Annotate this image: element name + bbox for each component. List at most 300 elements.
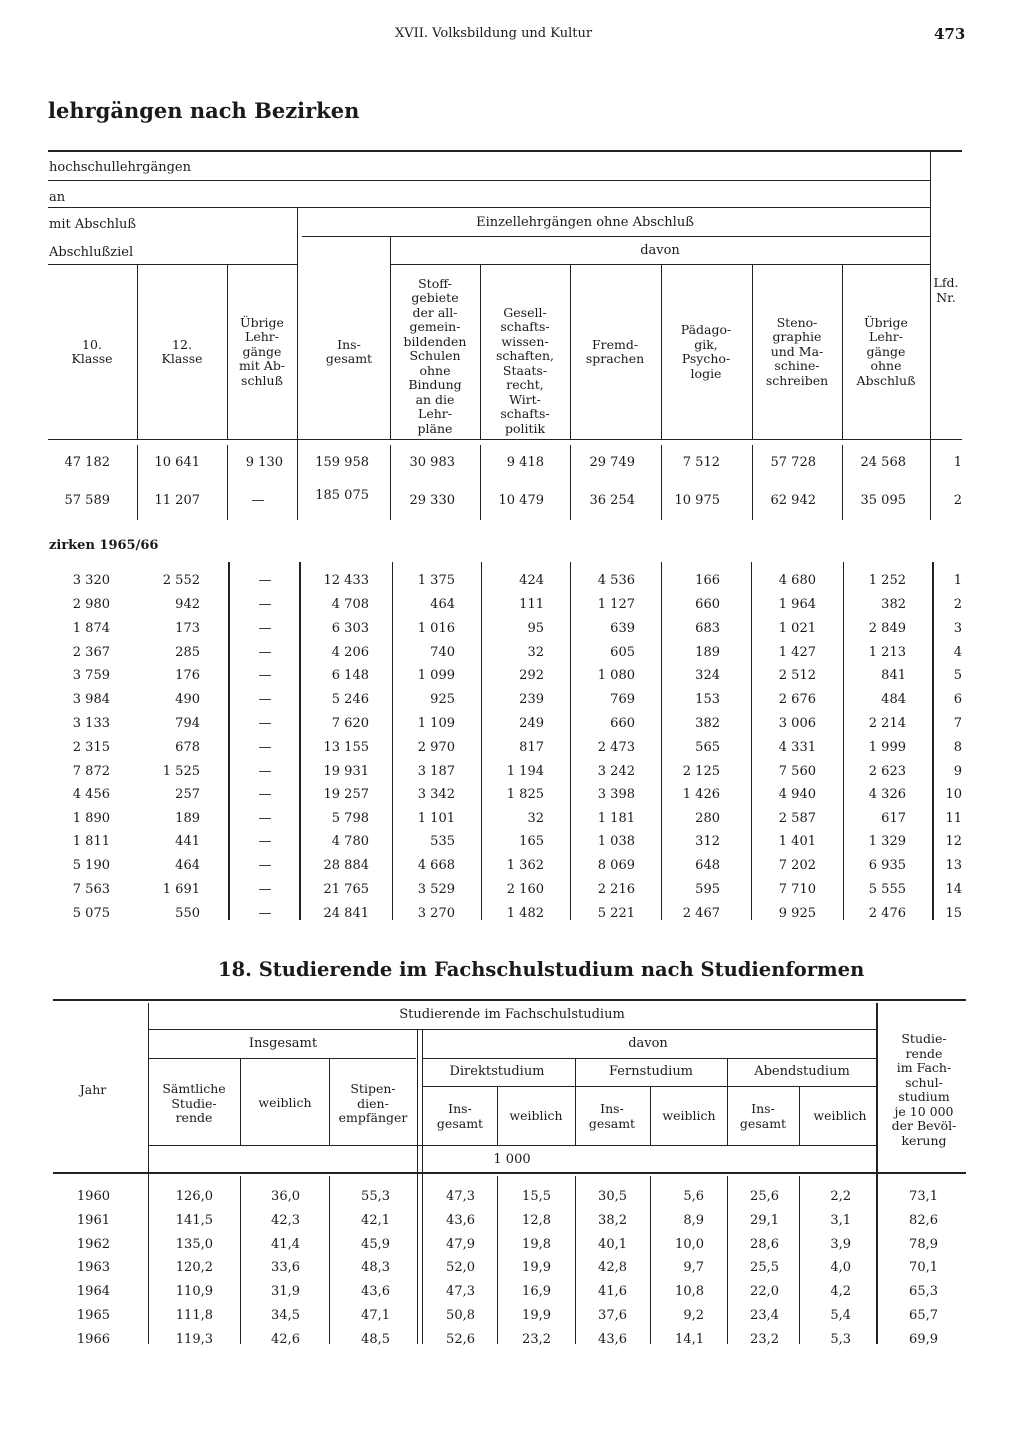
- t1-row-number: 14: [945, 882, 962, 897]
- t2-cell: 23,2: [522, 1332, 551, 1347]
- t1-col-header: 10. Klasse: [71, 336, 113, 366]
- t2-cell: 22,0: [750, 1284, 779, 1299]
- t1-cell: 2 980: [72, 597, 110, 612]
- t1-cell: 1 038: [597, 834, 635, 849]
- t1-total-cell: 7 512: [682, 455, 720, 470]
- t2-cell: 10,0: [675, 1237, 704, 1252]
- t1-cell: 1 080: [597, 668, 635, 683]
- t1-cell: 648: [695, 858, 720, 873]
- t1-cell: 6 148: [331, 668, 369, 683]
- t2-cell: 37,6: [598, 1308, 627, 1323]
- t2-header-stipendien: Stipen- dien- empfänger: [338, 1081, 408, 1125]
- t1-cell: 382: [695, 716, 720, 731]
- t2-cell: 8,9: [683, 1213, 704, 1228]
- t1-cell: 2 476: [868, 906, 906, 921]
- t2-header-direktstudium: Direktstudium: [449, 1064, 545, 1079]
- t1-cell: 382: [881, 597, 906, 612]
- t1-cell: 3 398: [597, 787, 635, 802]
- t1-cell: 111: [519, 597, 544, 612]
- t1-row-number: 7: [953, 716, 962, 731]
- t2-cell: 43,6: [598, 1332, 627, 1347]
- t2-cell: 42,1: [361, 1213, 390, 1228]
- t2-row-year: 1965: [76, 1308, 110, 1323]
- t2-cell: 41,6: [598, 1284, 627, 1299]
- t1-total-cell: 47 182: [64, 455, 110, 470]
- t2-cell: 36,0: [271, 1189, 300, 1204]
- t2-cell: 5,3: [830, 1332, 851, 1347]
- t2-cell: 65,3: [909, 1284, 938, 1299]
- t1-row-number: 10: [945, 787, 962, 802]
- t1-cell: 6 303: [331, 621, 369, 636]
- t1-cell: —: [258, 764, 272, 779]
- t1-cell: 464: [430, 597, 455, 612]
- t2-header-sub-weiblich: weiblich: [662, 1108, 716, 1123]
- t1-cell: 3 342: [417, 787, 455, 802]
- t1-cell: 5 555: [868, 882, 906, 897]
- t2-header-sub-weiblich: weiblich: [813, 1108, 867, 1123]
- t1-cell: 2 214: [868, 716, 906, 731]
- t1-cell: 7 620: [331, 716, 369, 731]
- t1-cell: 176: [175, 668, 200, 683]
- t1-cell: —: [258, 906, 272, 921]
- t2-header-sub-insgesamt: Ins- gesamt: [739, 1101, 787, 1131]
- t2-row-year: 1966: [76, 1332, 110, 1347]
- t2-cell: 38,2: [598, 1213, 627, 1228]
- t1-cell: 678: [175, 740, 200, 755]
- running-head: XVII. Volksbildung und Kultur: [395, 26, 593, 41]
- t2-header-davon: davon: [628, 1036, 668, 1051]
- t1-cell: 7 563: [72, 882, 110, 897]
- t1-cell: 1 362: [506, 858, 544, 873]
- t1-header-row1: hochschullehrgängen: [49, 160, 191, 175]
- t1-cell: 165: [519, 834, 544, 849]
- t1-total-cell: 57 728: [770, 455, 816, 470]
- t1-row-number: 9: [953, 764, 962, 779]
- t1-cell: —: [258, 645, 272, 660]
- t2-header-saemtliche: Sämtliche Studie- rende: [162, 1081, 226, 1125]
- t1-row-number: 6: [953, 692, 962, 707]
- t1-cell: 324: [695, 668, 720, 683]
- t1-col-header: Ins- gesamt: [325, 336, 373, 366]
- t2-cell: 25,6: [750, 1189, 779, 1204]
- t1-cell: 7 710: [778, 882, 816, 897]
- t2-cell: 141,5: [175, 1213, 213, 1228]
- t1-cell: 153: [695, 692, 720, 707]
- t2-cell: 55,3: [361, 1189, 390, 1204]
- t1-cell: 4 206: [331, 645, 369, 660]
- t1-cell: 2 552: [162, 573, 200, 588]
- t1-cell: 424: [519, 573, 544, 588]
- t2-cell: 33,6: [271, 1260, 300, 1275]
- t1-total-cell: 29 330: [409, 493, 455, 508]
- t2-cell: 69,9: [909, 1332, 938, 1347]
- t1-cell: 9 925: [778, 906, 816, 921]
- t1-cell: —: [258, 787, 272, 802]
- t1-cell: 292: [519, 668, 544, 683]
- t1-cell: 683: [695, 621, 720, 636]
- t2-header-sub-insgesamt: Ins- gesamt: [588, 1101, 636, 1131]
- t2-cell: 30,5: [598, 1189, 627, 1204]
- t1-cell: 1 099: [417, 668, 455, 683]
- t2-cell: 9,7: [683, 1260, 704, 1275]
- t1-cell: 12 433: [323, 573, 369, 588]
- t1-cell: 2 125: [682, 764, 720, 779]
- t1-cell: 1 874: [72, 621, 110, 636]
- t1-cell: 3 320: [72, 573, 110, 588]
- t1-col-header: Übrige Lehr- gänge ohne Abschluß: [856, 314, 916, 388]
- t2-cell: 78,9: [909, 1237, 938, 1252]
- t1-total-cell: 36 254: [589, 493, 635, 508]
- t1-header-row2: an: [49, 190, 66, 205]
- t1-cell: 285: [175, 645, 200, 660]
- t1-cell: 3 006: [778, 716, 816, 731]
- t1-section-label: zirken 1965/66: [49, 538, 159, 553]
- t1-cell: 535: [430, 834, 455, 849]
- t2-cell: 110,9: [175, 1284, 213, 1299]
- t1-cell: 95: [527, 621, 544, 636]
- t1-col-header: Pädago- gik, Psycho- logie: [680, 322, 732, 381]
- t1-cell: 639: [610, 621, 635, 636]
- t1-cell: 2 367: [72, 645, 110, 660]
- t2-cell: 52,0: [446, 1260, 475, 1275]
- t1-cell: —: [258, 692, 272, 707]
- t2-cell: 45,9: [361, 1237, 390, 1252]
- t2-row-year: 1961: [76, 1213, 110, 1228]
- t1-cell: 189: [695, 645, 720, 660]
- t1-cell: 2 216: [597, 882, 635, 897]
- t1-header-without-degree: Einzellehrgängen ohne Abschluß: [476, 215, 694, 230]
- t2-cell: 19,9: [522, 1308, 551, 1323]
- t1-cell: 249: [519, 716, 544, 731]
- t2-row-year: 1962: [76, 1237, 110, 1252]
- t2-row-year: 1963: [76, 1260, 110, 1275]
- t1-row-number: 5: [953, 668, 962, 683]
- t1-total-cell: 11 207: [154, 493, 200, 508]
- t1-cell: 166: [695, 573, 720, 588]
- t2-cell: 48,5: [361, 1332, 390, 1347]
- t1-cell: 1 825: [506, 787, 544, 802]
- t2-header-sub-weiblich: weiblich: [509, 1108, 563, 1123]
- t1-cell: 5 221: [597, 906, 635, 921]
- t1-cell: 441: [175, 834, 200, 849]
- t1-total-cell: —: [251, 493, 265, 508]
- t1-cell: 817: [519, 740, 544, 755]
- t1-row-number: 12: [945, 834, 962, 849]
- t2-unit-label: 1 000: [493, 1152, 531, 1167]
- t1-cell: 617: [881, 811, 906, 826]
- t1-cell: 2 160: [506, 882, 544, 897]
- t1-total-row-number: 2: [953, 493, 962, 508]
- t1-cell: 8 069: [597, 858, 635, 873]
- t1-cell: 2 849: [868, 621, 906, 636]
- t1-cell: 189: [175, 811, 200, 826]
- t2-cell: 23,4: [750, 1308, 779, 1323]
- t1-col-header: Fremd- sprachen: [585, 336, 645, 366]
- t1-col-header: Lfd. Nr.: [933, 275, 959, 305]
- t2-cell: 47,3: [446, 1189, 475, 1204]
- t2-cell: 40,1: [598, 1237, 627, 1252]
- t1-cell: 1 890: [72, 811, 110, 826]
- t1-cell: 28 884: [323, 858, 369, 873]
- t2-cell: 42,6: [271, 1332, 300, 1347]
- t1-col-header: Steno- graphie und Ma- schine- schreiben: [765, 314, 829, 388]
- t1-cell: 1 101: [417, 811, 455, 826]
- t1-total-cell: 30 983: [409, 455, 455, 470]
- t1-cell: 3 242: [597, 764, 635, 779]
- t1-cell: 1 691: [162, 882, 200, 897]
- t2-cell: 47,1: [361, 1308, 390, 1323]
- t1-cell: 2 587: [778, 811, 816, 826]
- t1-cell: 2 512: [778, 668, 816, 683]
- t1-cell: —: [258, 858, 272, 873]
- t1-cell: —: [258, 834, 272, 849]
- t2-cell: 5,4: [830, 1308, 851, 1323]
- t1-cell: 4 456: [72, 787, 110, 802]
- t1-cell: 2 623: [868, 764, 906, 779]
- t1-total-cell: 10 479: [498, 493, 544, 508]
- t1-row-number: 15: [945, 906, 962, 921]
- t1-cell: 794: [175, 716, 200, 731]
- t2-cell: 47,9: [446, 1237, 475, 1252]
- t2-cell: 3,9: [830, 1237, 851, 1252]
- t1-col-header: Gesell- schafts- wissen- schaften, Staats- recht, Wirt- schafts- politik: [496, 304, 554, 436]
- t2-cell: 34,5: [271, 1308, 300, 1323]
- t1-cell: 605: [610, 645, 635, 660]
- t1-cell: 769: [610, 692, 635, 707]
- t2-cell: 4,2: [830, 1284, 851, 1299]
- t1-total-cell: 10 975: [674, 493, 720, 508]
- t1-cell: 1 811: [72, 834, 110, 849]
- t1-cell: 32: [527, 645, 544, 660]
- t1-cell: 3 133: [72, 716, 110, 731]
- t1-cell: 1 964: [778, 597, 816, 612]
- t1-cell: 3 187: [417, 764, 455, 779]
- table1-title: lehrgängen nach Bezirken: [48, 98, 360, 123]
- t1-cell: 464: [175, 858, 200, 873]
- t2-cell: 25,5: [750, 1260, 779, 1275]
- t2-header-insgesamt: Insgesamt: [248, 1036, 318, 1051]
- t1-cell: 925: [430, 692, 455, 707]
- t1-cell: 1 021: [778, 621, 816, 636]
- t1-cell: 490: [175, 692, 200, 707]
- t2-cell: 23,2: [750, 1332, 779, 1347]
- t1-cell: 550: [175, 906, 200, 921]
- t1-cell: 4 331: [778, 740, 816, 755]
- t1-cell: 257: [175, 787, 200, 802]
- t1-cell: 312: [695, 834, 720, 849]
- t1-total-cell: 9 418: [506, 455, 544, 470]
- t2-header-per-10000: Studie- rende im Fach- schul- studium je 10 000 der Bevöl- kerung: [891, 1031, 957, 1148]
- t2-header-jahr: Jahr: [79, 1082, 107, 1097]
- t1-cell: 1 252: [868, 573, 906, 588]
- t2-cell: 52,6: [446, 1332, 475, 1347]
- t1-total-cell: 10 641: [154, 455, 200, 470]
- t2-cell: 31,9: [271, 1284, 300, 1299]
- t1-cell: 1 525: [162, 764, 200, 779]
- t2-cell: 16,9: [522, 1284, 551, 1299]
- t2-cell: 135,0: [175, 1237, 213, 1252]
- t1-cell: 2 467: [682, 906, 720, 921]
- page-number: 473: [934, 25, 966, 43]
- t2-cell: 12,8: [522, 1213, 551, 1228]
- t1-cell: 19 257: [323, 787, 369, 802]
- t2-header-abendstudium: Abendstudium: [754, 1064, 850, 1079]
- t1-total-cell: 9 130: [245, 455, 283, 470]
- t1-cell: 239: [519, 692, 544, 707]
- t1-row-number: 2: [953, 597, 962, 612]
- t2-cell: 111,8: [175, 1308, 213, 1323]
- t1-total-cell: 185 075: [315, 488, 369, 503]
- t2-header-fernstudium: Fernstudium: [608, 1064, 694, 1079]
- t1-total-cell: 35 095: [860, 493, 906, 508]
- t2-cell: 15,5: [522, 1189, 551, 1204]
- t2-cell: 47,3: [446, 1284, 475, 1299]
- t1-cell: 21 765: [323, 882, 369, 897]
- t1-row-number: 11: [945, 811, 962, 826]
- t2-cell: 65,7: [909, 1308, 938, 1323]
- t1-cell: 32: [527, 811, 544, 826]
- t1-total-cell: 62 942: [770, 493, 816, 508]
- t2-cell: 48,3: [361, 1260, 390, 1275]
- t2-cell: 119,3: [175, 1332, 213, 1347]
- t1-cell: 2 676: [778, 692, 816, 707]
- t1-header-degree-goal: Abschlußziel: [49, 245, 134, 260]
- t1-cell: 6 935: [868, 858, 906, 873]
- t2-cell: 82,6: [909, 1213, 938, 1228]
- t1-cell: 484: [881, 692, 906, 707]
- t1-cell: 3 529: [417, 882, 455, 897]
- t2-cell: 70,1: [909, 1260, 938, 1275]
- t1-cell: 1 482: [506, 906, 544, 921]
- t1-cell: 1 127: [597, 597, 635, 612]
- t1-cell: 1 375: [417, 573, 455, 588]
- t1-cell: 280: [695, 811, 720, 826]
- t1-cell: 660: [695, 597, 720, 612]
- t2-cell: 41,4: [271, 1237, 300, 1252]
- t1-col-header: 12. Klasse: [161, 336, 203, 366]
- t1-cell: 4 780: [331, 834, 369, 849]
- t1-row-number: 8: [953, 740, 962, 755]
- t1-header-with-degree: mit Abschluß: [49, 217, 137, 232]
- t1-row-number: 1: [953, 573, 962, 588]
- t2-cell: 14,1: [675, 1332, 704, 1347]
- t2-cell: 43,6: [446, 1213, 475, 1228]
- t1-cell: 1 213: [868, 645, 906, 660]
- t1-col-header: Stoff- gebiete der all- gemein- bildenden Schulen ohne Bindung an die Lehr- pläne: [403, 275, 467, 436]
- t1-cell: 4 708: [331, 597, 369, 612]
- t1-cell: 4 536: [597, 573, 635, 588]
- t1-cell: 7 560: [778, 764, 816, 779]
- t1-cell: 7 872: [72, 764, 110, 779]
- t1-total-row-number: 1: [953, 455, 962, 470]
- t1-cell: 2 473: [597, 740, 635, 755]
- t1-cell: —: [258, 882, 272, 897]
- t1-cell: —: [258, 740, 272, 755]
- t1-cell: 2 315: [72, 740, 110, 755]
- t1-cell: 1 426: [682, 787, 720, 802]
- t1-total-cell: 29 749: [589, 455, 635, 470]
- t2-cell: 9,2: [683, 1308, 704, 1323]
- t1-cell: 3 759: [72, 668, 110, 683]
- t2-cell: 5,6: [683, 1189, 704, 1204]
- t2-row-year: 1964: [76, 1284, 110, 1299]
- t1-cell: 1 194: [506, 764, 544, 779]
- t2-cell: 43,6: [361, 1284, 390, 1299]
- t1-total-cell: 57 589: [64, 493, 110, 508]
- t1-cell: 2 970: [417, 740, 455, 755]
- t2-row-year: 1960: [76, 1189, 110, 1204]
- t1-cell: —: [258, 597, 272, 612]
- t1-cell: 565: [695, 740, 720, 755]
- t1-row-number: 13: [945, 858, 962, 873]
- t2-cell: 50,8: [446, 1308, 475, 1323]
- t1-cell: 5 075: [72, 906, 110, 921]
- t1-cell: 4 680: [778, 573, 816, 588]
- t1-cell: 3 984: [72, 692, 110, 707]
- t2-cell: 42,3: [271, 1213, 300, 1228]
- t2-cell: 10,8: [675, 1284, 704, 1299]
- t1-cell: 4 940: [778, 787, 816, 802]
- t1-cell: 942: [175, 597, 200, 612]
- t2-cell: 29,1: [750, 1213, 779, 1228]
- t1-cell: —: [258, 668, 272, 683]
- t1-cell: 7 202: [778, 858, 816, 873]
- t1-cell: 1 401: [778, 834, 816, 849]
- t1-total-cell: 24 568: [860, 455, 906, 470]
- t1-cell: 1 427: [778, 645, 816, 660]
- t2-cell: 73,1: [909, 1189, 938, 1204]
- t1-cell: 660: [610, 716, 635, 731]
- t1-cell: 173: [175, 621, 200, 636]
- t1-cell: 595: [695, 882, 720, 897]
- t1-row-number: 4: [953, 645, 962, 660]
- t1-cell: 1 109: [417, 716, 455, 731]
- t1-cell: 24 841: [323, 906, 369, 921]
- t2-cell: 126,0: [175, 1189, 213, 1204]
- t1-cell: 19 931: [323, 764, 369, 779]
- t2-cell: 28,6: [750, 1237, 779, 1252]
- t2-header-weiblich: weiblich: [258, 1095, 312, 1110]
- t1-cell: 1 016: [417, 621, 455, 636]
- t1-cell: 3 270: [417, 906, 455, 921]
- t1-header-davon: davon: [640, 243, 680, 258]
- table2-title: 18. Studierende im Fachschulstudium nach Studienformen: [218, 958, 865, 981]
- t2-header-main-group: Studierende im Fachschulstudium: [399, 1007, 625, 1022]
- t1-cell: 1 181: [597, 811, 635, 826]
- t2-header-sub-insgesamt: Ins- gesamt: [436, 1101, 484, 1131]
- t1-cell: —: [258, 811, 272, 826]
- t1-cell: 841: [881, 668, 906, 683]
- t1-cell: 13 155: [323, 740, 369, 755]
- t1-cell: 740: [430, 645, 455, 660]
- t1-cell: —: [258, 716, 272, 731]
- t1-cell: 4 668: [417, 858, 455, 873]
- t1-col-header: Übrige Lehr- gänge mit Ab- schluß: [238, 314, 286, 388]
- t2-cell: 4,0: [830, 1260, 851, 1275]
- t1-cell: —: [258, 621, 272, 636]
- t1-cell: 1 329: [868, 834, 906, 849]
- t1-row-number: 3: [953, 621, 962, 636]
- t1-cell: 1 999: [868, 740, 906, 755]
- t2-cell: 19,8: [522, 1237, 551, 1252]
- t2-cell: 19,9: [522, 1260, 551, 1275]
- t1-cell: 4 326: [868, 787, 906, 802]
- t2-cell: 42,8: [598, 1260, 627, 1275]
- t1-cell: 5 190: [72, 858, 110, 873]
- t2-cell: 2,2: [830, 1189, 851, 1204]
- t1-cell: —: [258, 573, 272, 588]
- t2-cell: 3,1: [830, 1213, 851, 1228]
